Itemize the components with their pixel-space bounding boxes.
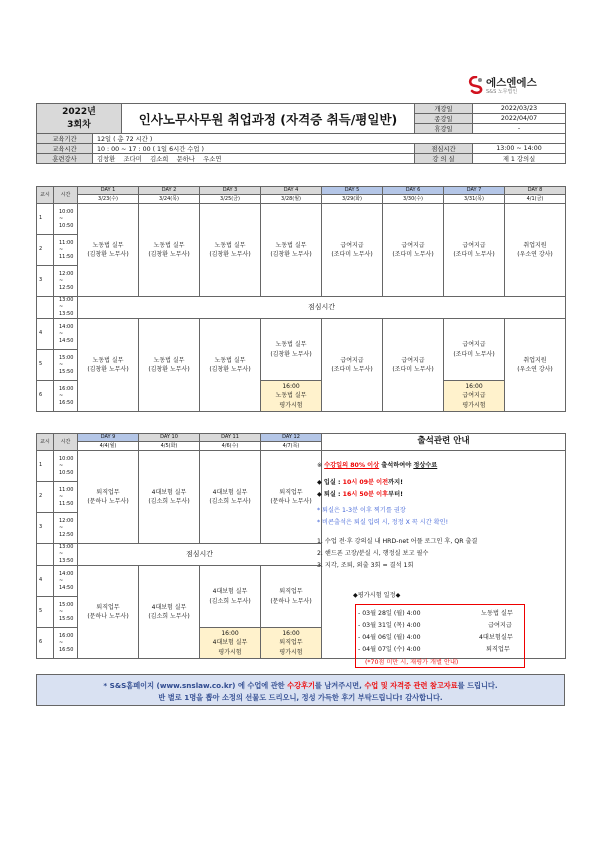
exam-subject: 노동법 실무	[481, 610, 513, 617]
period-time: 12:00 ~ 12:50	[54, 513, 78, 544]
course-title: 인사노무사무원 취업과정 (자격증 취득/평일반)	[122, 104, 415, 134]
class-cell: 노동법 실무 (김창환 노무사)	[261, 204, 322, 297]
period-number	[37, 544, 54, 566]
period-time: 14:00 ~ 14:50	[54, 566, 78, 597]
class-cell: 4대보험 실무 (김소희 노무사)	[200, 566, 261, 628]
period-time: 13:00 ~ 13:50	[54, 297, 78, 319]
day-header: DAY 7	[444, 187, 505, 195]
attendance-info-panel	[313, 450, 565, 674]
class-cell: 급여지급 (조다미 노무사)	[383, 204, 444, 297]
logo-mark-icon	[468, 76, 484, 94]
date-cell: 4/1(금)	[505, 195, 566, 204]
period-number: 2	[37, 482, 54, 513]
info-line-rule2: 2. 핸드폰 고장/분실 시, 행정실 보고 필수	[317, 550, 429, 557]
date-cell: 4/5(화)	[139, 442, 200, 451]
period-time: 11:00 ~ 11:50	[54, 235, 78, 266]
footer-line1: * S&S홈페이지 (www.snslaw.co.kr) 에 수업에 관한 수강후기를 남겨주시면, 수업 및 자격증 관련 참고자료를 드립니다.	[103, 681, 498, 690]
class-cell: 취업지원 (우소연 강사)	[505, 204, 566, 297]
exam-subject: 4대보험실무	[479, 634, 513, 641]
info-line-tip2: * 비콘출석은 퇴실 입력 시, 정정 X 꼭 시간 확인!	[317, 519, 449, 526]
course-year-round: 2022년 3회차	[37, 104, 122, 134]
class-cell: 급여지급 (조다미 노무사)	[322, 319, 383, 412]
room-label: 강 의 실	[415, 154, 473, 164]
class-cell: 퇴직업무 (문하나 노무사)	[261, 451, 322, 544]
class-cell: 급여지급 (조다미 노무사)	[322, 204, 383, 297]
info-line-rule3: 3. 지각, 조퇴, 외출 3회 = 결석 1회	[317, 562, 414, 569]
class-cell: 급여지급 (조다미 노무사)	[444, 319, 505, 381]
exam-note: (*70점 미만 시, 재평가 개별 안내)	[365, 659, 459, 666]
close-date: 2022/04/07	[473, 114, 566, 124]
date-cell: 3/31(목)	[444, 195, 505, 204]
period-number	[37, 297, 54, 319]
day-header: DAY 5	[322, 187, 383, 195]
period-number: 3	[37, 266, 54, 297]
teacher-label: 훈련강사	[37, 154, 93, 164]
class-cell: 4대보험 실무 (김소희 노무사)	[139, 451, 200, 544]
day-header: DAY 10	[139, 434, 200, 442]
period-time: 14:00 ~ 14:50	[54, 319, 78, 350]
exam-schedule-title: ◆평가시험 일정◆	[353, 592, 401, 599]
class-cell: 노동법 실무 (김창환 노무사)	[139, 204, 200, 297]
period-col-header: 교시	[37, 187, 54, 204]
footer-line2: 반 별로 1명을 뽑아 소정의 선물도 드리오니, 정성 가득한 후기 부탁드립니다! 감사합니다.	[158, 693, 443, 702]
room-value: 제 1 강의실	[473, 154, 566, 164]
period-value: 12일 ( 총 72 시간 )	[93, 134, 566, 144]
exam-cell: 16:00 급여지급 평가시험	[444, 381, 505, 412]
class-cell: 급여지급 (조다미 노무사)	[383, 319, 444, 412]
day-header: DAY 11	[200, 434, 261, 442]
date-cell: 3/23(수)	[78, 195, 139, 204]
period-number: 5	[37, 597, 54, 628]
period-number: 2	[37, 235, 54, 266]
lunch-break: 점심시간	[78, 297, 566, 319]
date-cell: 3/25(금)	[200, 195, 261, 204]
class-cell: 취업지원 (우소연 강사)	[505, 319, 566, 412]
company-logo	[468, 74, 558, 98]
period-number: 1	[37, 451, 54, 482]
class-cell: 퇴직업무 (문하나 노무사)	[261, 566, 322, 628]
date-cell: 4/7(목)	[261, 442, 322, 451]
info-line-checkin: ◆ 입실 : 10시 09분 이전까지!	[317, 479, 403, 486]
class-cell: 노동법 실무 (김창환 노무사)	[261, 319, 322, 381]
logo-brand-text: 에스엔에스	[486, 77, 537, 89]
holiday-value: -	[473, 124, 566, 134]
class-cell: 4대보험 실무 (김소희 노무사)	[200, 451, 261, 544]
period-number: 5	[37, 350, 54, 381]
date-cell: 3/28(월)	[261, 195, 322, 204]
info-line-tip1: * 퇴실은 1-3분 이후 찍기를 권장	[317, 507, 406, 514]
day-header: DAY 3	[200, 187, 261, 195]
date-cell: 4/6(수)	[200, 442, 261, 451]
class-cell: 노동법 실무 (김창환 노무사)	[200, 319, 261, 412]
exam-schedule-box	[355, 604, 525, 668]
open-date: 2022/03/23	[473, 104, 566, 114]
period-time: 16:00 ~ 16:50	[54, 628, 78, 659]
course-header-table	[36, 103, 566, 164]
day-header: DAY 9	[78, 434, 139, 442]
lunch-value: 13:00 ~ 14:00	[473, 144, 566, 154]
close-label: 종강일	[415, 114, 473, 124]
date-cell: 3/24(목)	[139, 195, 200, 204]
class-cell: 퇴직업무 (문하나 노무사)	[78, 451, 139, 544]
period-label: 교육기간	[37, 134, 93, 144]
period-number: 1	[37, 204, 54, 235]
day-header: DAY 4	[261, 187, 322, 195]
logo-sub-text: S&S 노무법인	[486, 89, 518, 95]
exam-subject: 퇴직업무	[486, 646, 510, 653]
exam-date: - 04월 07일 (수) 4:00	[358, 646, 421, 653]
exam-date: - 04월 06일 (월) 4:00	[358, 634, 421, 641]
review-notice-footer	[36, 674, 565, 706]
date-cell: 4/4(월)	[78, 442, 139, 451]
info-line-checkout: ◆ 퇴실 : 16시 50분 이후부터!	[317, 491, 403, 498]
exam-date: - 03월 28일 (월) 4:00	[358, 610, 421, 617]
time-col-header: 시간	[54, 434, 78, 451]
lunch-break: 점심시간	[78, 544, 322, 566]
period-time: 10:00 ~ 10:50	[54, 204, 78, 235]
period-time: 15:00 ~ 15:50	[54, 597, 78, 628]
class-cell: 4대보험 실무 (김소희 노무사)	[139, 566, 200, 659]
period-number: 6	[37, 628, 54, 659]
day-header: DAY 12	[261, 434, 322, 442]
info-line-rule1: 1. 수업 전·후 강의실 내 HRD-net 어플 로그인 후, QR 출결	[317, 538, 478, 545]
date-cell: 3/30(수)	[383, 195, 444, 204]
date-cell: 3/29(화)	[322, 195, 383, 204]
period-number: 3	[37, 513, 54, 544]
exam-cell: 16:00 4대보험 실무 평가시험	[200, 628, 261, 659]
day-header: DAY 1	[78, 187, 139, 195]
period-time: 11:00 ~ 11:50	[54, 482, 78, 513]
period-number: 4	[37, 319, 54, 350]
period-time: 12:00 ~ 12:50	[54, 266, 78, 297]
class-cell: 노동법 실무 (김창환 노무사)	[78, 319, 139, 412]
period-col-header: 교시	[37, 434, 54, 451]
period-time: 13:00 ~ 13:50	[54, 544, 78, 566]
exam-cell: 16:00 퇴직업무 평가시험	[261, 628, 322, 659]
attendance-info-title: 출석관련 안내	[322, 434, 566, 451]
class-cell: 퇴직업무 (문하나 노무사)	[78, 566, 139, 659]
day-header: DAY 6	[383, 187, 444, 195]
exam-cell: 16:00 노동법 실무 평가시험	[261, 381, 322, 412]
open-label: 개강일	[415, 104, 473, 114]
time-label: 교육시간	[37, 144, 93, 154]
week1-schedule-table	[36, 186, 566, 412]
holiday-label: 휴강일	[415, 124, 473, 134]
day-header: DAY 2	[139, 187, 200, 195]
exam-subject: 급여지급	[488, 622, 512, 629]
class-cell: 노동법 실무 (김창환 노무사)	[139, 319, 200, 412]
day-header: DAY 8	[505, 187, 566, 195]
period-number: 4	[37, 566, 54, 597]
exam-date: - 03월 31일 (목) 4:00	[358, 622, 421, 629]
period-time: 16:00 ~ 16:50	[54, 381, 78, 412]
class-cell: 노동법 실무 (김창환 노무사)	[78, 204, 139, 297]
time-col-header: 시간	[54, 187, 78, 204]
period-number: 6	[37, 381, 54, 412]
class-cell: 노동법 실무 (김창환 노무사)	[200, 204, 261, 297]
period-time: 15:00 ~ 15:50	[54, 350, 78, 381]
info-line-completion: ※ 수강일의 80% 이상 출석하여야 정상수료	[317, 462, 438, 469]
class-cell: 급여지급 (조다미 노무사)	[444, 204, 505, 297]
period-time: 10:00 ~ 10:50	[54, 451, 78, 482]
teacher-list: 김창환 조다미 김소희 문하나 우소연	[93, 154, 415, 164]
time-value: 10 : 00 ~ 17 : 00 ( 1일 6시간 수업 )	[93, 144, 415, 154]
lunch-label: 점심시간	[415, 144, 473, 154]
